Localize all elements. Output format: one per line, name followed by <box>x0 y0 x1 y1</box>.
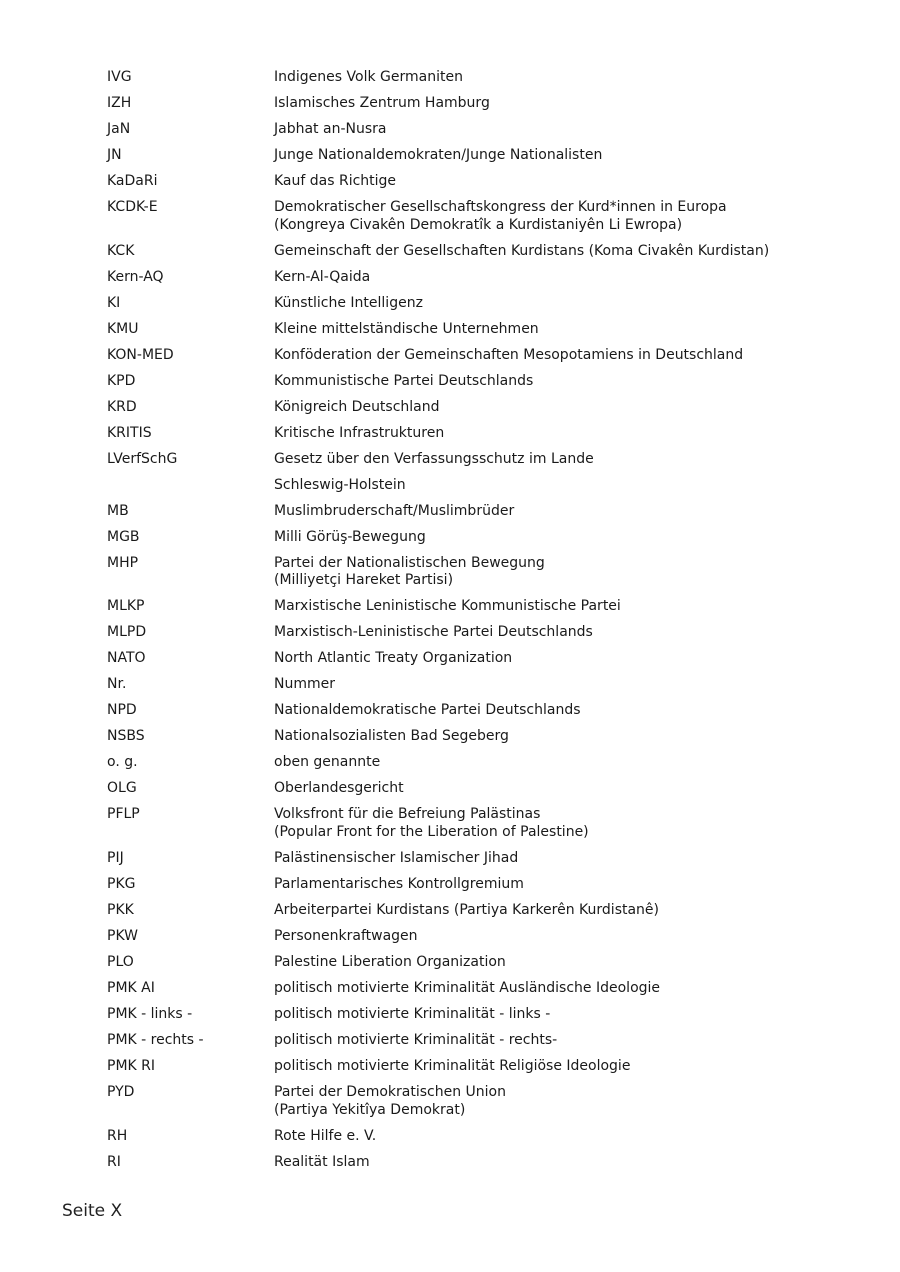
abbreviation-term: RH <box>107 1127 128 1144</box>
abbreviation-definition <box>274 902 807 920</box>
abbreviation-row <box>107 928 807 946</box>
abbreviation-term: o. g. <box>107 754 138 771</box>
abbreviation-term: Nr. <box>107 676 127 693</box>
abbreviation-row <box>107 650 807 668</box>
abbreviation-term: MLPD <box>107 624 147 641</box>
definition-line: Palestine Liberation Organization <box>274 953 506 970</box>
abbreviation-definition <box>274 702 807 720</box>
definition-line: Kommunistische Partei Deutschlands <box>274 372 534 389</box>
abbreviation-term: JN <box>107 146 122 163</box>
abbreviation-term: KMU <box>107 320 139 337</box>
abbreviation-row <box>107 95 807 113</box>
abbreviation-row <box>107 347 807 365</box>
abbreviation-term: IVG <box>107 69 132 85</box>
abbreviation-definition <box>274 477 807 495</box>
abbreviation-row <box>107 69 807 87</box>
abbreviation-term: MHP <box>107 554 139 571</box>
abbreviation-row <box>107 147 807 165</box>
definition-line: Realität Islam <box>274 1153 370 1170</box>
definition-line: Kritische Infrastrukturen <box>274 424 445 441</box>
definition-line: Königreich Deutschland <box>274 398 440 415</box>
abbreviation-row <box>107 373 807 391</box>
abbreviation-row <box>107 676 807 694</box>
definition-line: Kauf das Richtige <box>274 172 397 189</box>
abbreviation-definition <box>274 199 807 235</box>
abbreviation-row <box>107 321 807 339</box>
definition-line: Gesetz über den Verfassungsschutz im Lande <box>274 450 594 467</box>
abbreviation-term: NPD <box>107 702 137 719</box>
abbreviation-row <box>107 954 807 972</box>
definition-line: Schleswig-Holstein <box>274 476 406 493</box>
definition-line: politisch motivierte Kriminalität Ausländische Ideologie <box>274 979 661 996</box>
definition-line: Partei der Nationalistischen Bewegung <box>274 554 545 571</box>
abbreviation-term: LVerfSchG <box>107 450 178 467</box>
abbreviation-definition <box>274 295 807 313</box>
abbreviation-definition <box>274 676 807 694</box>
abbreviation-row <box>107 477 807 495</box>
abbreviation-row <box>107 555 807 591</box>
abbreviation-definition <box>274 451 807 469</box>
abbreviation-definition <box>274 69 807 87</box>
definition-line: Arbeiterpartei Kurdistans (Partiya Karkerên Kurdistanê) <box>274 901 659 918</box>
abbreviation-definition <box>274 954 807 972</box>
definition-line: Indigenes Volk Germaniten <box>274 69 463 85</box>
abbreviation-definition <box>274 121 807 139</box>
abbreviation-term: MLKP <box>107 598 145 615</box>
abbreviation-definition <box>274 373 807 391</box>
abbreviation-row <box>107 1058 807 1076</box>
definition-line: Nummer <box>274 676 335 693</box>
definition-line: Rote Hilfe e. V. <box>274 1127 377 1144</box>
abbreviation-definition <box>274 598 807 616</box>
abbreviation-row <box>107 243 807 261</box>
definition-line: politisch motivierte Kriminalität - rechts- <box>274 1031 558 1048</box>
abbreviation-row <box>107 269 807 287</box>
definition-line: (Partiya Yekitîya Demokrat) <box>274 1101 466 1118</box>
abbreviation-row <box>107 980 807 998</box>
abbreviation-row <box>107 1006 807 1024</box>
definition-line: Marxistische Leninistische Kommunistische Partei <box>274 598 621 615</box>
abbreviation-definition <box>274 173 807 191</box>
abbreviation-term: PKG <box>107 875 136 892</box>
definition-line: politisch motivierte Kriminalität Religiöse Ideologie <box>274 1057 631 1074</box>
abbreviation-row <box>107 503 807 521</box>
definition-line: Muslimbruderschaft/Muslimbrüder <box>274 502 515 519</box>
definition-line: (Kongreya Civakên Demokratîk a Kurdistaniyên Li Ewropa) <box>274 216 683 233</box>
abbreviation-row <box>107 598 807 616</box>
abbreviation-definition <box>274 399 807 417</box>
abbreviation-term: PKK <box>107 901 134 918</box>
abbreviation-term: NSBS <box>107 728 145 745</box>
abbreviation-definition <box>274 1058 807 1076</box>
abbreviation-definition <box>274 1084 807 1120</box>
abbreviation-definition <box>274 269 807 287</box>
definition-line: Demokratischer Gesellschaftskongress der Kurd*innen in Europa <box>274 198 727 215</box>
abbreviation-term: Kern-AQ <box>107 268 164 285</box>
abbreviation-row <box>107 728 807 746</box>
abbreviation-term: MB <box>107 502 129 519</box>
abbreviation-term: MGB <box>107 528 140 545</box>
abbreviation-row <box>107 425 807 443</box>
abbreviation-row <box>107 295 807 313</box>
definition-line: politisch motivierte Kriminalität - links - <box>274 1005 551 1022</box>
abbreviation-row <box>107 850 807 868</box>
abbreviation-row <box>107 1154 807 1172</box>
abbreviation-definition <box>274 850 807 868</box>
abbreviation-definition <box>274 147 807 165</box>
definition-line: Kern-Al-Qaida <box>274 268 371 285</box>
abbreviation-row <box>107 121 807 139</box>
abbreviation-row <box>107 702 807 720</box>
abbreviation-definition <box>274 1006 807 1024</box>
abbreviation-row <box>107 902 807 920</box>
abbreviation-definition <box>274 806 807 842</box>
abbreviation-row <box>107 780 807 798</box>
abbreviation-row <box>107 624 807 642</box>
abbreviation-row <box>107 529 807 547</box>
abbreviation-definition <box>274 321 807 339</box>
definition-line: Personenkraftwagen <box>274 927 418 944</box>
definition-line: Volksfront für die Befreiung Palästinas <box>274 806 541 823</box>
definition-line: Junge Nationaldemokraten/Junge Nationalisten <box>274 146 603 163</box>
abbreviation-row <box>107 1032 807 1050</box>
abbreviation-term: PIJ <box>107 849 124 866</box>
abbreviation-term: PMK AI <box>107 979 155 996</box>
definition-line: Oberlandesgericht <box>274 780 404 797</box>
abbreviation-definition <box>274 980 807 998</box>
abbreviation-row <box>107 173 807 191</box>
abbreviation-definition <box>274 529 807 547</box>
abbreviation-term: KPD <box>107 372 136 389</box>
abbreviation-row <box>107 806 807 842</box>
abbreviation-definition <box>274 650 807 668</box>
abbreviation-list <box>107 69 807 1180</box>
abbreviation-term: PMK - links - <box>107 1005 193 1022</box>
abbreviation-term: KON-MED <box>107 346 174 363</box>
abbreviation-term: KCDK-E <box>107 198 158 215</box>
abbreviation-term: JaN <box>107 120 131 137</box>
abbreviation-term: KRITIS <box>107 424 152 441</box>
abbreviation-term: KI <box>107 294 121 311</box>
abbreviation-definition <box>274 347 807 365</box>
abbreviation-definition <box>274 1128 807 1146</box>
abbreviation-definition <box>274 1032 807 1050</box>
abbreviation-definition <box>274 503 807 521</box>
definition-line: Kleine mittelständische Unternehmen <box>274 320 539 337</box>
abbreviation-definition <box>274 555 807 591</box>
abbreviation-definition <box>274 624 807 642</box>
abbreviation-row <box>107 451 807 469</box>
abbreviation-row <box>107 876 807 894</box>
abbreviation-term: NATO <box>107 650 146 667</box>
abbreviation-term: RI <box>107 1153 121 1170</box>
definition-line: Konföderation der Gemeinschaften Mesopotamiens in Deutschland <box>274 346 744 363</box>
abbreviation-definition <box>274 95 807 113</box>
definition-line: North Atlantic Treaty Organization <box>274 650 513 667</box>
abbreviation-row <box>107 1084 807 1120</box>
definition-line: Marxistisch-Leninistische Partei Deutschlands <box>274 624 593 641</box>
abbreviation-term: PLO <box>107 953 134 970</box>
abbreviation-definition <box>274 928 807 946</box>
abbreviation-definition <box>274 243 807 261</box>
definition-line: Islamisches Zentrum Hamburg <box>274 94 490 111</box>
abbreviation-term: KaDaRi <box>107 172 158 189</box>
abbreviation-term: PMK RI <box>107 1057 156 1074</box>
definition-line: Milli Görüş-Bewegung <box>274 528 426 545</box>
abbreviation-row <box>107 399 807 417</box>
definition-line: Nationalsozialisten Bad Segeberg <box>274 728 509 745</box>
abbreviation-row <box>107 199 807 235</box>
abbreviation-term: KRD <box>107 398 137 415</box>
abbreviation-term: OLG <box>107 780 137 797</box>
abbreviation-definition <box>274 1154 807 1172</box>
abbreviation-definition <box>274 876 807 894</box>
definition-line: Palästinensischer Islamischer Jihad <box>274 849 519 866</box>
abbreviation-term: PFLP <box>107 806 140 823</box>
definition-line: Parlamentarisches Kontrollgremium <box>274 875 524 892</box>
definition-line: Jabhat an-Nusra <box>274 120 387 137</box>
definition-line: Partei der Demokratischen Union <box>274 1083 506 1100</box>
abbreviation-definition <box>274 780 807 798</box>
page-number: Seite X <box>62 1201 123 1221</box>
abbreviation-row <box>107 1128 807 1146</box>
definition-line: (Milliyetçi Hareket Partisi) <box>274 572 454 589</box>
abbreviation-row <box>107 754 807 772</box>
abbreviation-term: IZH <box>107 94 132 111</box>
definition-line: oben genannte <box>274 754 381 771</box>
abbreviation-definition <box>274 425 807 443</box>
definition-line: Künstliche Intelligenz <box>274 294 423 311</box>
abbreviation-term: KCK <box>107 242 135 259</box>
definition-line: (Popular Front for the Liberation of Palestine) <box>274 823 589 840</box>
abbreviation-term: PYD <box>107 1083 135 1100</box>
definition-line: Nationaldemokratische Partei Deutschlands <box>274 702 581 719</box>
abbreviation-definition <box>274 728 807 746</box>
abbreviation-term: PMK - rechts - <box>107 1031 204 1048</box>
abbreviation-term: PKW <box>107 927 138 944</box>
definition-line: Gemeinschaft der Gesellschaften Kurdistans (Koma Civakên Kurdistan) <box>274 242 770 259</box>
abbreviation-definition <box>274 754 807 772</box>
